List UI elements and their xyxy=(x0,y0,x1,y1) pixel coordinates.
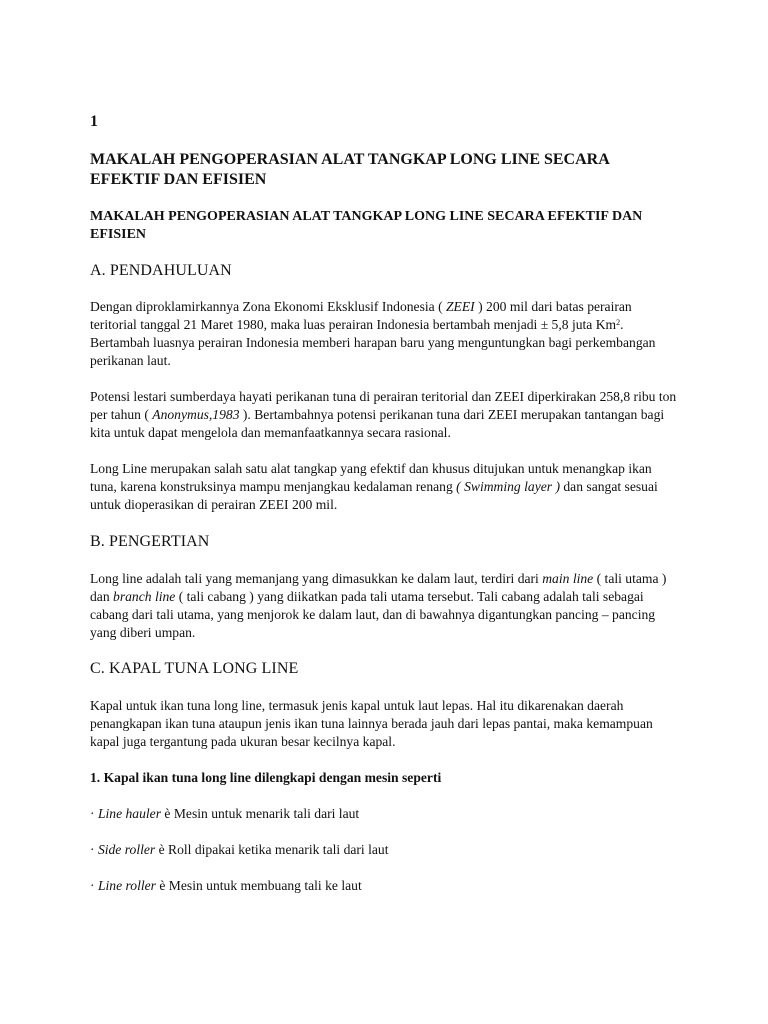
section-a-paragraph-3: Long Line merupakan salah satu alat tangkap yang efektif dan khusus ditujukan untuk menangkap ikan tuna, karena konstruksinya mampu menjangkau kedalaman renang ( Swimming layer ) dan sangat sesuai untuk dioperasikan di perairan ZEEI 200 mil. xyxy=(90,461,658,512)
term-main-line: main line xyxy=(542,571,594,586)
section-a-paragraph-1: Dengan diproklamirkannya Zona Ekonomi Eksklusif Indonesia ( ZEEI ) 200 mil dari batas perairan teritorial tanggal 21 Maret 1980, maka luas perairan Indonesia bertambah menjadi ± 5,8 juta Km$^2$. Bertambah luasnya perairan Indonesia memberi harapan baru yang menguntungkan bagi perkembangan perikanan laut. xyxy=(90,299,656,368)
term-branch-line: branch line xyxy=(113,589,176,604)
secondary-title: MAKALAH PENGOPERASIAN ALAT TANGKAP LONG LINE SECARA EFEKTIF DAN EFISIEN xyxy=(90,209,643,242)
citation: Anonymus,1983 xyxy=(152,407,240,422)
bullet-line-hauler: · Line hauler è Mesin untuk menarik tali dari laut xyxy=(90,806,360,821)
bullet-line-roller: · Line roller è Mesin untuk membuang tali ke laut xyxy=(90,878,362,893)
term-line-roller: Line roller xyxy=(97,878,156,893)
bullet-side-roller: · Side roller è Roll dipakai ketika menarik tali dari laut xyxy=(90,842,389,857)
subsection-1-heading: 1. Kapal ikan tuna long line dilengkapi dengan mesin seperti xyxy=(90,770,442,785)
term-zeei: ZEEI xyxy=(446,299,475,314)
term-side-roller: Side roller xyxy=(97,842,156,857)
section-a-heading: A. PENDAHULUAN xyxy=(90,262,232,279)
page-number: 1 xyxy=(90,113,98,130)
section-b-paragraph-1: Long line adalah tali yang memanjang yang dimasukkan ke dalam laut, terdiri dari main line ( tali utama ) dan branch line ( tali cabang ) yang diikatkan pada tali utama tersebut. Tali cabang adalah tali sebagai cabang dari tali utama, yang menjorok ke dalam laut, dan di bawahnya digantungkan pancing – pancing yang diberi umpan. xyxy=(90,571,667,640)
section-c-paragraph-1: Kapal untuk ikan tuna long line, termasuk jenis kapal untuk laut lepas. Hal itu dikarenakan daerah penangkapan ikan tuna ataupun jenis ikan tuna lainnya berada jauh dari lepas pantai, maka kemampuan kapal juga tergantung pada ukuran besar kecilnya kapal. xyxy=(90,698,653,749)
section-b-heading: B. PENGERTIAN xyxy=(90,533,210,550)
section-c-heading: C. KAPAL TUNA LONG LINE xyxy=(90,660,299,677)
term-line-hauler: Line hauler xyxy=(97,806,161,821)
superscript-2: 2 xyxy=(616,318,621,327)
section-a-paragraph-2: Potensi lestari sumberdaya hayati perikanan tuna di perairan teritorial dan ZEEI diperkirakan 258,8 ribu ton per tahun ( Anonymus,1983 ). Bertambahnya potensi perikanan tuna dari ZEEI merupakan tantangan bagi kita untuk dapat mengelola dan memanfaatkannya secara rasional. xyxy=(90,389,677,440)
main-title: MAKALAH PENGOPERASIAN ALAT TANGKAP LONG LINE SECARA EFEKTIF DAN EFISIEN xyxy=(90,151,609,188)
term-swimming-layer: ( Swimming layer ) xyxy=(456,479,560,494)
